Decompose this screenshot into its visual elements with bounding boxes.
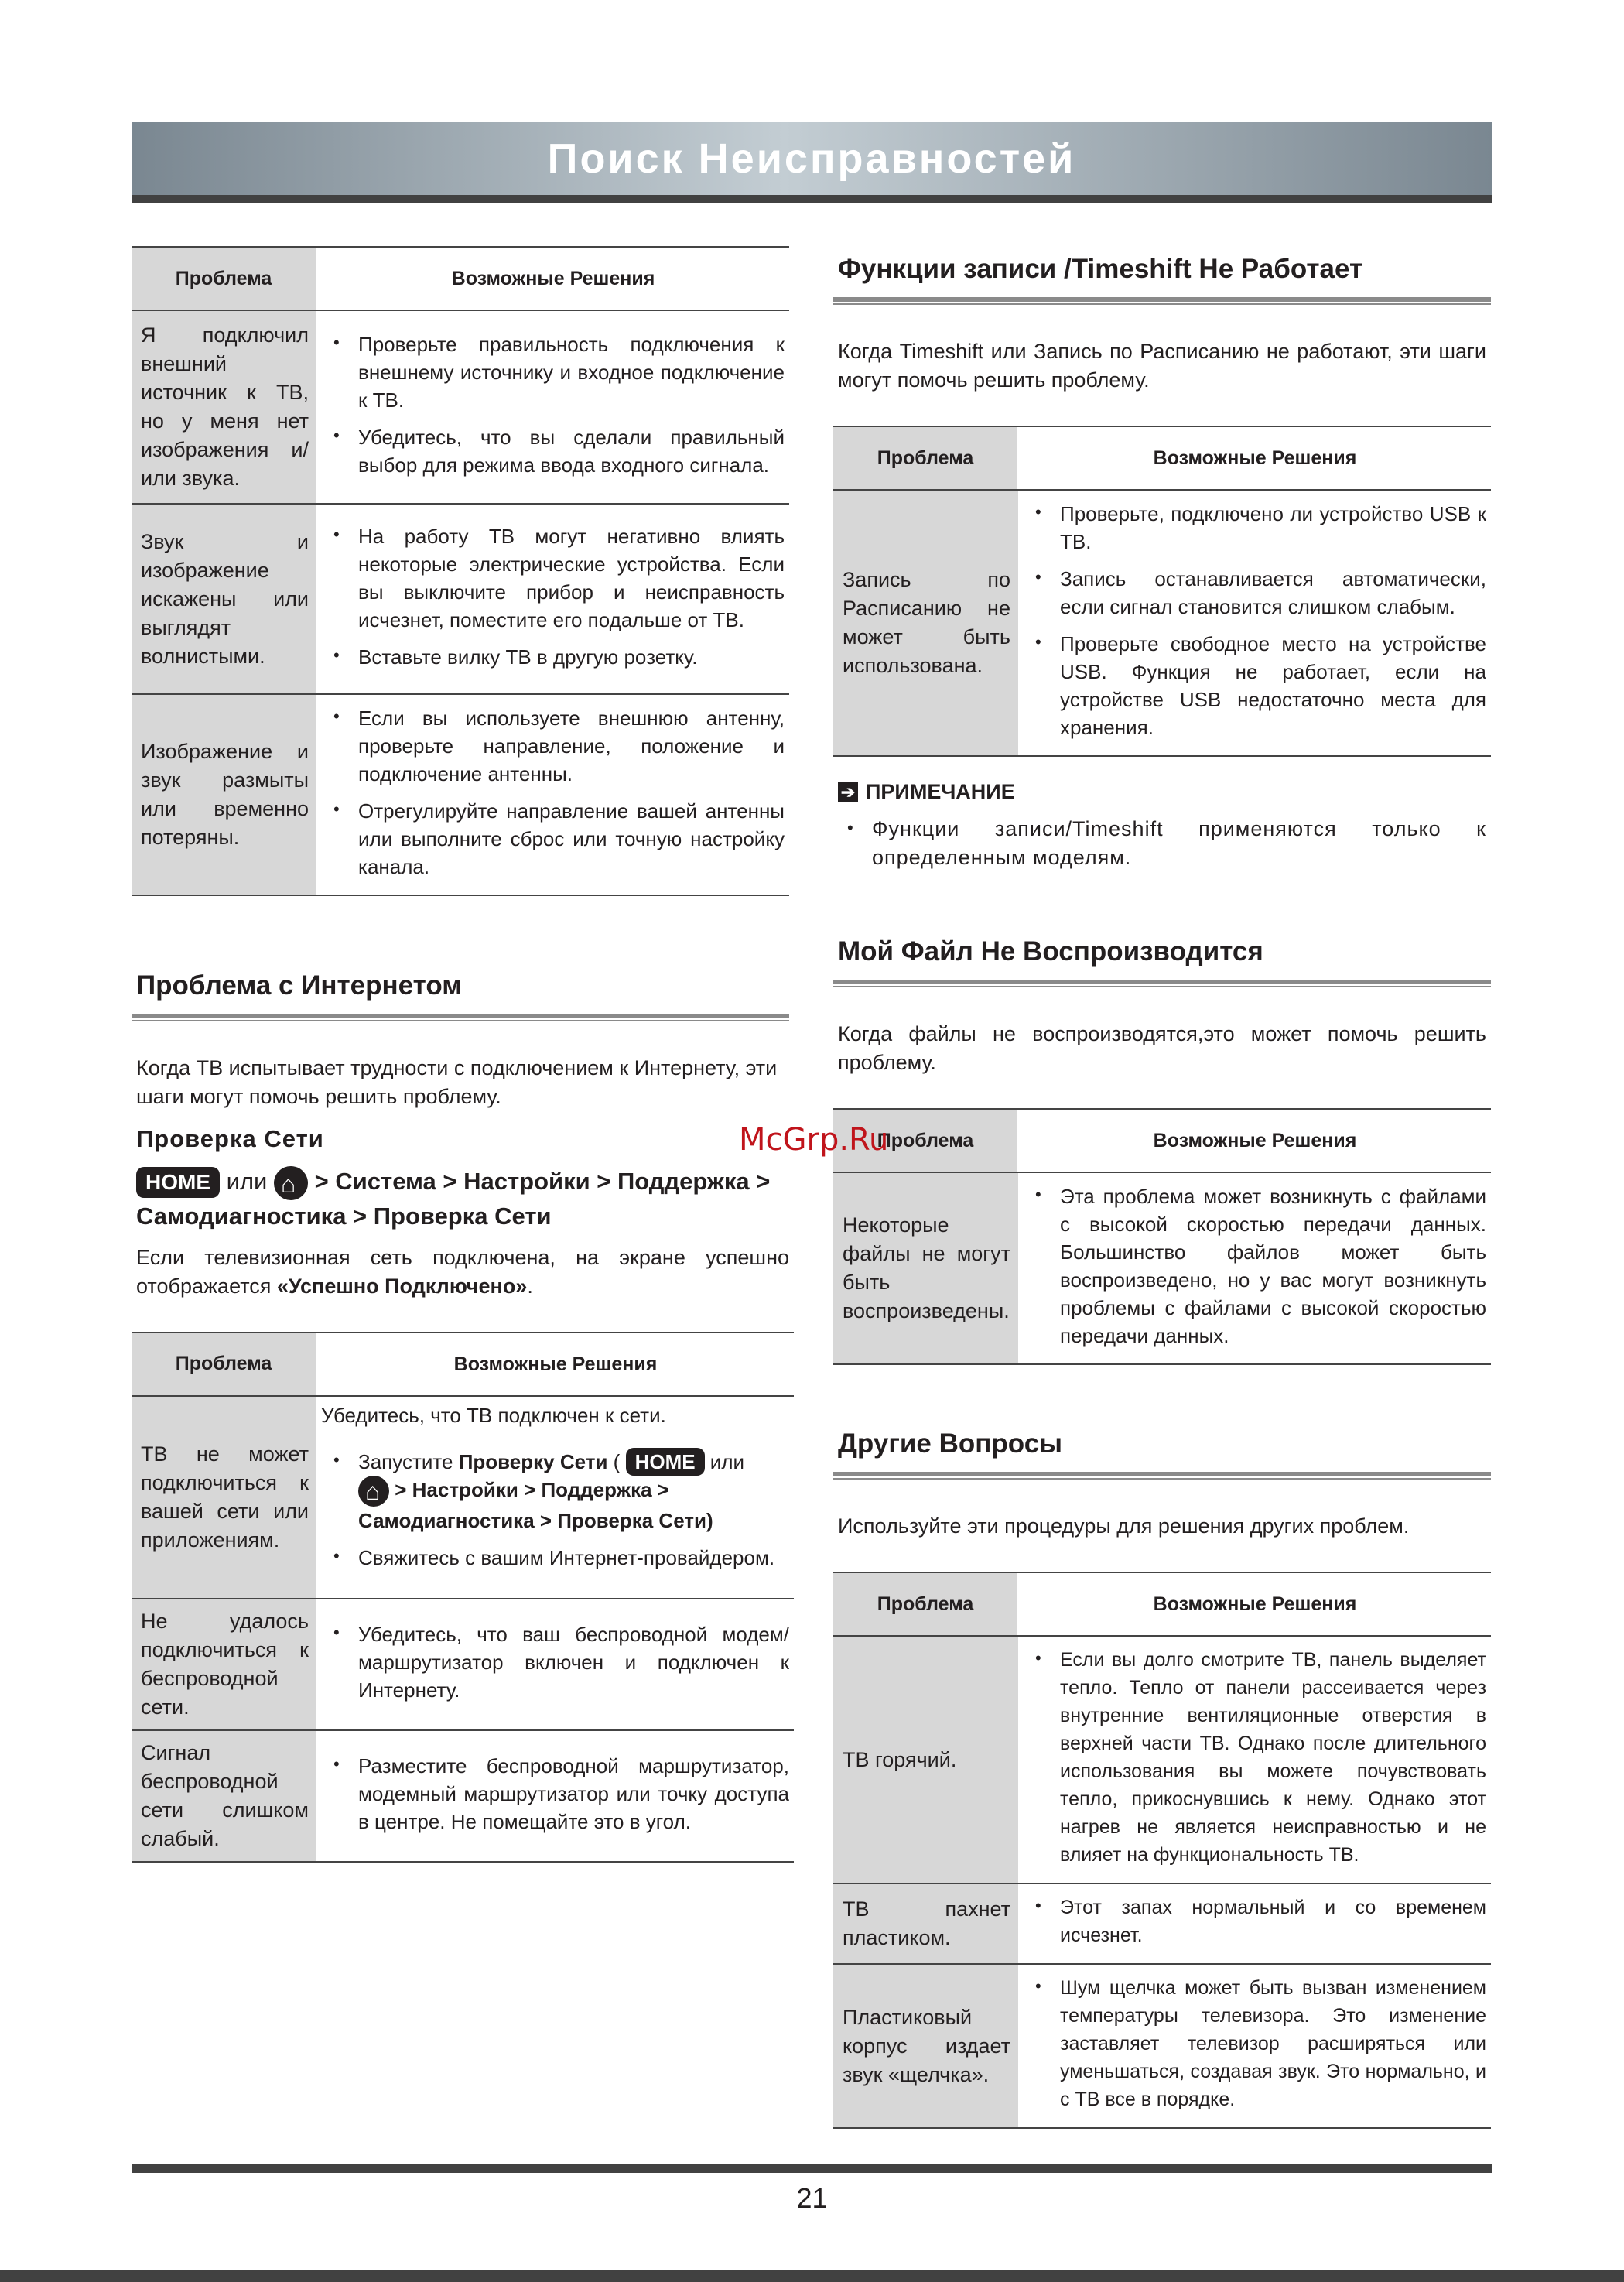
- problem-cell: ТВ пахнет пластиком.: [833, 1883, 1018, 1964]
- footer-rule: [132, 2164, 1492, 2173]
- solution-item: • Разместите беспроводной маршрутизатор, модемный маршрутизатор или точку доступа в центре. Не помещайте это в угол.: [358, 1752, 789, 1836]
- solution-item: • Убедитесь, что ваш беспроводной модем/маршрутизатор включен и подключен к Интернету.: [358, 1620, 789, 1704]
- solution-text: Запустите: [358, 1449, 459, 1473]
- solution-lead: Убедитесь, что ТВ подключен к сети.: [321, 1403, 666, 1427]
- left-column: [132, 246, 789, 896]
- desc-bold: «Успешно Подключено»: [276, 1274, 528, 1298]
- home-icon: [358, 1476, 389, 1507]
- network-description: [132, 1244, 789, 1301]
- col-solutions: Возможные Решения: [1018, 426, 1491, 490]
- solution-item: • Вставьте вилку ТВ в другую розетку.: [358, 643, 785, 671]
- note-item: • Функции записи/Timeshift применяются только к определенным моделям.: [872, 815, 1486, 872]
- note-title: ПРИМЕЧАНИЕ: [866, 780, 1015, 803]
- section-heading: Функции записи /Timeshift Не Работает: [838, 254, 1363, 284]
- solution-item: [358, 1448, 789, 1534]
- table-row: [132, 1730, 794, 1862]
- col-solutions: Возможные Решения: [316, 247, 789, 310]
- col-problem: Проблема: [833, 426, 1018, 490]
- col-solutions: Возможные Решения: [1018, 1572, 1491, 1636]
- problem-cell: Некоторые файлы не могут быть воспроизведены.: [833, 1172, 1018, 1364]
- col-solutions: Возможные Решения: [316, 1333, 794, 1396]
- col-problem: Проблема: [833, 1572, 1018, 1636]
- col-solutions: Возможные Решения: [1018, 1109, 1491, 1172]
- table-row: [132, 310, 789, 504]
- desc-text: Если телевизионная сеть подключена, на экране успешно отображается: [136, 1245, 789, 1298]
- problem-cell: Не удалось подключиться к беспроводной сети.: [132, 1599, 316, 1730]
- arrow-right-icon: ➔: [838, 782, 858, 802]
- section-heading: Мой Файл Не Воспроизводится: [838, 936, 1263, 967]
- problem-cell: Звук и изображение искажены или выглядят волнистыми.: [132, 504, 316, 694]
- section-intro: Используйте эти процедуры для решения других проблем.: [838, 1514, 1410, 1538]
- solution-item: • Если вы используете внешнюю антенну, проверьте направление, положение и подключение антенны.: [358, 704, 785, 788]
- other-section: [833, 1428, 1491, 2129]
- table-row: [833, 490, 1491, 756]
- col-problem: Проблема: [833, 1109, 1018, 1172]
- menu-path: > Система > Настройки > Поддержка > Самодиагностика > Проверка Сети: [136, 1168, 771, 1230]
- menu-path: > Настройки > Поддержка > Самодиагностика > Проверка Сети): [358, 1477, 713, 1532]
- watermark: McGrp.Ru: [739, 1122, 889, 1158]
- solution-item: • Проверьте, подключено ли устройство USB к ТВ.: [1060, 500, 1486, 556]
- solution-item: • Отрегулируйте направление вашей антенны или выполните сброс или точную настройку канала.: [358, 797, 785, 881]
- subheading: Проверка Сети: [136, 1125, 324, 1152]
- solution-item: • Запись останавливается автоматически, если сигнал становится слишком слабым.: [1060, 565, 1486, 621]
- section-heading: Проблема с Интернетом: [136, 970, 463, 1001]
- troubleshoot-table-myfile: [833, 1108, 1491, 1365]
- nav-path: [132, 1165, 789, 1233]
- troubleshoot-table-other: [833, 1572, 1491, 2129]
- table-row: [132, 1599, 794, 1730]
- solution-item: • Шум щелчка может быть вызван изменением температуры телевизора. Это изменение заставляет телевизор расширяться или уменьшаться, создавая звук. Это нормально, и с ТВ все в порядке.: [1060, 1974, 1486, 2113]
- solution-item: • Свяжитесь с вашим Интернет-провайдером.: [358, 1544, 789, 1572]
- desc-suffix: .: [527, 1274, 533, 1298]
- note-heading: [833, 780, 1491, 804]
- problem-cell: ТВ горячий.: [833, 1636, 1018, 1883]
- table-row: [132, 694, 789, 895]
- troubleshoot-table-internet: [132, 1332, 794, 1863]
- page-title: Поиск Неисправностей: [547, 135, 1076, 182]
- problem-cell: Я подключил внешний источник к ТВ, но у меня нет изображения и/или звука.: [132, 310, 316, 504]
- table-row: [833, 1636, 1491, 1883]
- heading-rule: [833, 980, 1491, 987]
- solution-item: • Этот запах нормальный и со временем исчезнет.: [1060, 1894, 1486, 1949]
- table-row: [833, 1883, 1491, 1964]
- myfile-section: [833, 936, 1491, 1365]
- col-problem: Проблема: [132, 247, 316, 310]
- table-row: [132, 504, 789, 694]
- solution-item: • Убедитесь, что вы сделали правильный выбор для режима ввода входного сигнала.: [358, 423, 785, 479]
- problem-cell: Сигнал беспроводной сети слишком слабый.: [132, 1730, 316, 1862]
- home-button-label: HOME: [626, 1448, 705, 1476]
- problem-cell: Пластиковый корпус издает звук «щелчка».: [833, 1964, 1018, 2128]
- problem-cell: Изображение и звук размыты или временно потеряны.: [132, 694, 316, 895]
- internet-section: [132, 970, 789, 1863]
- heading-rule: [833, 1472, 1491, 1480]
- heading-rule: [132, 1014, 789, 1021]
- problem-cell: Запись по Расписанию не может быть использована.: [833, 490, 1018, 756]
- or-label: или: [709, 1449, 745, 1473]
- problem-cell: ТВ не может подключиться к вашей сети или приложениям.: [132, 1396, 316, 1599]
- bottom-band: [0, 2270, 1624, 2282]
- troubleshoot-table-recording: [833, 426, 1491, 757]
- section-intro: Когда файлы не воспроизводятся,это может помочь решить проблему.: [838, 1022, 1486, 1074]
- table-row: [132, 1396, 794, 1599]
- solution-item: • Эта проблема может возникнуть с файлами с высокой скоростью передачи данных. Большинство файлов может быть воспроизведено, но у вас могут возникнуть проблемы с файлами с высокой скоростью передачи данных.: [1060, 1182, 1486, 1350]
- col-problem: Проблема: [132, 1333, 316, 1396]
- solution-text: (: [607, 1449, 621, 1473]
- troubleshoot-table-general: [132, 246, 789, 896]
- table-row: [833, 1172, 1491, 1364]
- solution-item: • Проверьте правильность подключения к внешнему источнику и входное подключение к ТВ.: [358, 330, 785, 414]
- section-intro: Когда ТВ испытывает трудности с подключением к Интернету, эти шаги могут помочь решить проблему.: [136, 1056, 778, 1108]
- heading-rule: [833, 297, 1491, 305]
- solution-bold: Проверку Сети: [458, 1449, 608, 1473]
- recording-section: [833, 254, 1491, 881]
- section-heading: Другие Вопросы: [838, 1428, 1063, 1459]
- table-row: [833, 1964, 1491, 2128]
- page-number: 21: [796, 2182, 828, 2214]
- solution-item: • Проверьте свободное место на устройстве USB. Функция не работает, если на устройстве USB недостаточно места для хранения.: [1060, 630, 1486, 741]
- home-button-label: HOME: [136, 1167, 220, 1198]
- or-label: или: [226, 1168, 268, 1195]
- page-title-banner: [132, 122, 1492, 203]
- solution-item: • Если вы долго смотрите ТВ, панель выделяет тепло. Тепло от панели рассеивается через внутренние вентиляционные отверстия в верхней части ТВ. Однако после длительного использования вы можете почувствовать тепло, прикоснувшись к нему. Однако этот нагрев не является неисправностью и не влияет на функциональность ТВ.: [1060, 1646, 1486, 1869]
- home-icon: [274, 1166, 308, 1200]
- section-intro: Когда Timeshift или Запись по Расписанию не работают, эти шаги могут помочь решить проблему.: [838, 340, 1486, 392]
- solution-item: • На работу ТВ могут негативно влиять некоторые электрические устройства. Если вы выключите прибор и неисправность исчезнет, поместите его подальше от ТВ.: [358, 522, 785, 634]
